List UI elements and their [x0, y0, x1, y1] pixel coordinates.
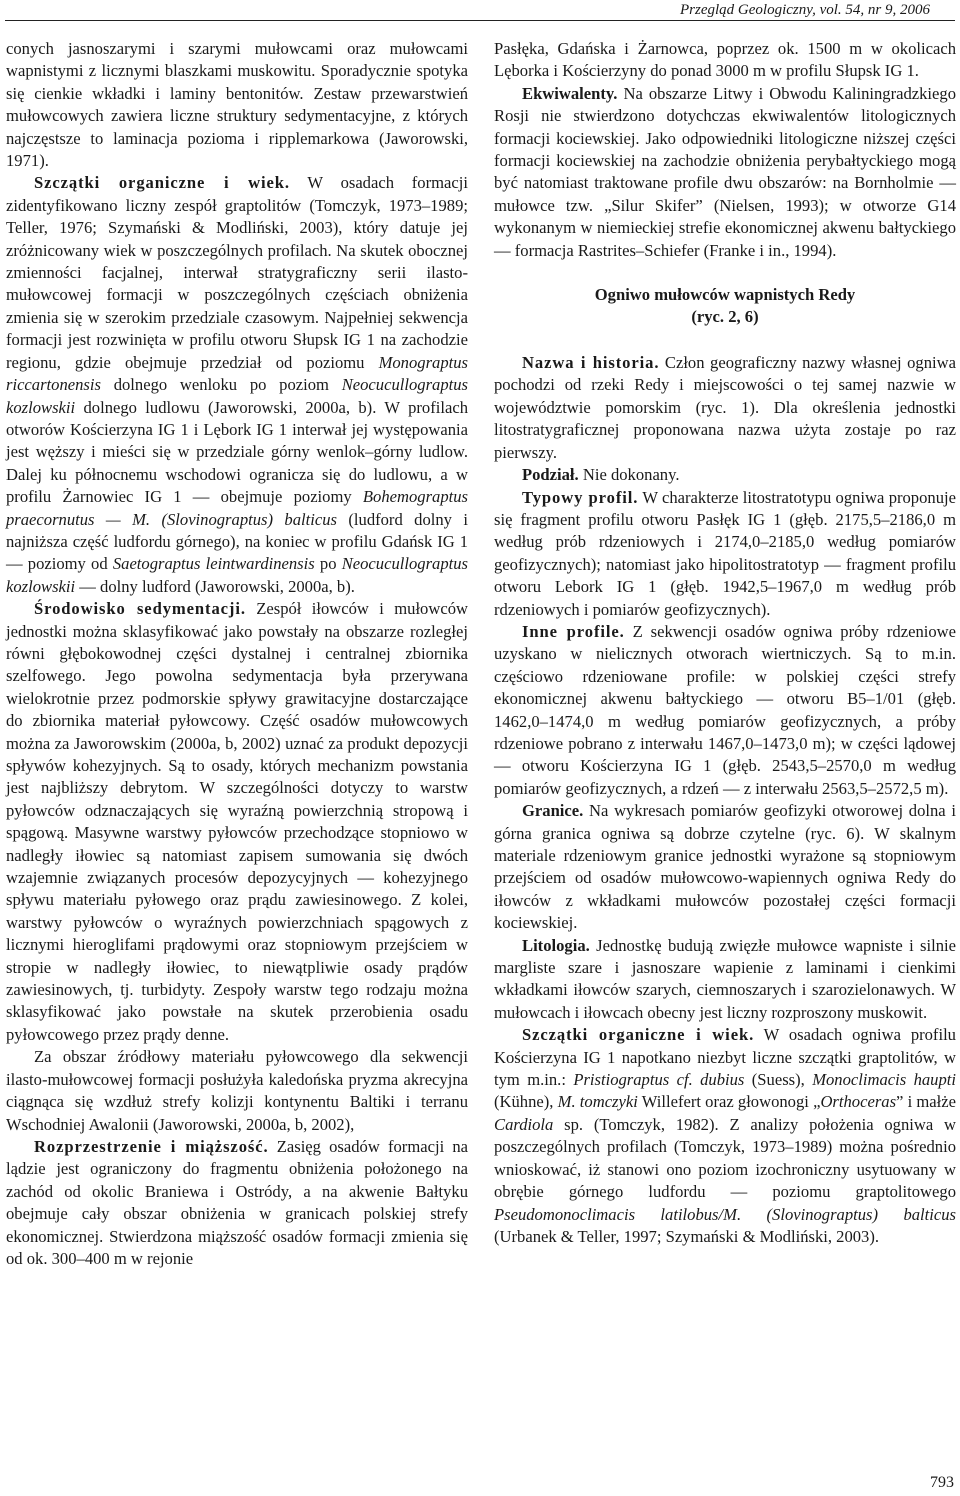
text: Willefert oraz głowonogi „: [637, 1092, 821, 1112]
taxon-name: Monoclimacis haupti: [812, 1070, 956, 1090]
paragraph-other-sections: [494, 621, 956, 800]
text: Na obszarze Litwy i Obwodu Kaliningradzkiego Rosji nie stwierdzono dotychczas ekwiwalentów litologicznych formacji kociewskiej. Jako odpowiedniki litologiczne niższej części formacji kociewskiej na zachodzie obniżenia perybałtyckiego mogą być natomiast traktowane profile dwu obszarów: na Bornholmie — mułowce tzw. „Silur Skifer” (Nielsen, 1993); w otworze G14 wykonanym w niemieckiej strefie ekonomicznej akwenu bałtyckiego — formacja Rastrites–Schiefer (Franke i in., 1994).: [494, 83, 956, 260]
right-column: [494, 38, 956, 1248]
text: (Suess),: [744, 1070, 813, 1090]
text: dolnego ludlowu (Jaworowski, 2000a, b). W profilach otworów Kościerzyna IG 1 i Lębork IG 1 interwał jej występowania jest węższy i mieści się w przedziale górny wenlok–górny ludlow. Dalej ku północnemu wschodowi ogranicza się do ludlowu, a w profilu Żarnowiec IG 1 — obejmuje poziomy: [6, 397, 468, 507]
text: Nie dokonany.: [578, 465, 680, 485]
taxon-name: Pristiograptus cf. dubius: [573, 1070, 745, 1090]
text: Człon geograficzny nazwy własnej ogniwa pochodzi od rzeki Redy i miejscowości o tej samej nazwie w województwie pomorskim (ryc. 1). Dla określenia jednostki litostratygraficznej proponowana nazwa użyta zostaje po raz pierwszy.: [494, 353, 956, 462]
section-heading: Środowisko sedymentacji.: [34, 599, 246, 619]
text: W osadach ogniwa profilu Kościerzyna IG 1 napotkano niezbyt liczne szczątki graptolitów, w tym m.in.:: [494, 1025, 956, 1090]
text: po: [314, 554, 342, 574]
paragraph-boundaries: [494, 800, 956, 934]
paragraph-text: conych jasnoszarymi i szarymi mułowcami oraz mułowcami wapnistymi z licznymi blaszkami muskowitu. Sporadycznie spotyka się cienkie wkładki i laminy bentonitów. Zestaw przewarstwień mułowcowych zawiera liczne struktury sedymentacyjne, z których najczęstsze to laminacja pozioma i ripplemarkowa (Jaworowski, 1971).: [6, 39, 468, 171]
text: Z sekwencji osadów ogniwa próby rdzeniowe uzyskano w nielicznych otworach wiertniczych. Są to m.in. częściowo rdzeniowane profile: w polskiej części strefy ekonomicznej akwenu bałtyckiego — otworu B5–1/01 (głęb. 1462,0–1474,0 m według pomiarów geofizycznych, a próby rdzeniowe pobrano z interwału 1467,0–1473,0 m); w części lądowej — otworu Kościerzyna IG 1 (głęb. 2543,5–2570,0 m według pomiarów geofizycznych, a rdzeń — z interwału 2563,5–2572,5 m).: [494, 621, 956, 798]
paragraph-source: [6, 1046, 468, 1136]
paragraph-fossils: [6, 172, 468, 598]
section-heading: Rozprzestrzenie i miąższość.: [34, 1136, 269, 1156]
text: ” i małże: [896, 1092, 956, 1112]
section-heading: Ekwiwalenty.: [522, 83, 618, 103]
text: Na wykresach pomiarów geofizyki otworowej dolna i górna granica ogniwa są dobrze czytelne (ryc. 6). W skalnym materiale rdzeniowym granice jednostki wyrażone są stopniowym przejściem od osadów mułowcowo-wapiennych ogniwa Redy do iłowców z wkładkami mułowców pozostałej części formacji kociewskiej.: [494, 801, 956, 933]
section-heading: Szczątki organiczne i wiek.: [34, 173, 290, 193]
text: (Kühne),: [494, 1092, 558, 1112]
journal-header: Przegląd Geologiczny, vol. 54, nr 9, 2006: [680, 2, 930, 18]
taxon-name: Saetograptus leintwardinensis: [112, 554, 315, 574]
text: W charakterze litostratotypu ogniwa proponuje się fragment profilu otworu Pasłęk IG 1 (głęb. 2175,5–2186,0 m według prób rdzeniowych i 2174,0–2185,0 według pomiarów geofizycznych); natomiast jako hipolitostratotyp — fragment profilu otworu Lebork IG 1 (głęb. 1942,5–1967,0 m według prób rdzeniowych i pomiarów geofizycznych).: [494, 487, 956, 619]
text: sp. (Tomczyk, 1982). Z analizy położenia ogniwa w poszczególnych profilach (Tomczyk, 1973–1989) można pośrednio wnioskować, iż stanowi ono poziom izochroniczny usytuowany w obrębie górnego ludfordu — poziomu graptolitowego: [494, 1114, 956, 1202]
text: — dolny ludford (Jaworowski, 2000a, b).: [75, 576, 355, 596]
member-title: [494, 284, 956, 328]
text: (Urbanek & Teller, 1997; Szymański & Modliński, 2003).: [494, 1226, 880, 1246]
paragraph-type-section: [494, 487, 956, 621]
text: Pasłęka, Gdańska i Żarnowca, poprzez ok. 1500 m w okolicach Lęborka i Kościerzyny do ponad 3000 m w profilu Słupsk IG 1.: [494, 39, 956, 81]
header-divider: [5, 20, 955, 21]
paragraph-environment: [6, 598, 468, 1046]
taxon-name: Monograptus riccartonensis: [6, 352, 468, 395]
section-heading: Litologia.: [522, 935, 590, 955]
taxon-name: Bohemograptus praecornutus — M. (Slovinograptus) balticus: [6, 487, 468, 529]
text: Za obszar źródłowy materiału pyłowcowego dla sekwencji ilasto-mułowcowej formacji posłużyła kaledońska pryzma akrecyjna ciągnąca się wzdłuż strefy kolizji kontynentu Baltiki i terranu Wschodniej Awalonii (Jaworowski, 2000a, b, 2002),: [6, 1047, 468, 1134]
text: (ludford dolny i najniższa część ludfordu górnego), na koniec w profilu Gdańsk IG 1 — poziomy od: [6, 509, 468, 574]
paragraph-fossils-member: [494, 1024, 956, 1248]
section-heading: Typowy profil.: [522, 487, 639, 507]
section-heading: Szczątki organiczne i wiek.: [522, 1025, 755, 1045]
paragraph-name: [494, 352, 956, 464]
member-title-figref: (ryc. 2, 6): [691, 307, 759, 327]
text: Zasięg osadów formacji na lądzie jest ograniczony do fragmentu obniżenia położonego na zachód od okolic Braniewa i Ostródy, a na akwenie Bałtyku obejmuje cały obszar obniżenia w granicach polskiej strefy ekonomicznej. Stwierdzona miąższość osadów formacji zmienia się od ok. 300–400 m w rejonie: [6, 1136, 469, 1268]
paragraph-division: [494, 464, 956, 486]
text: W osadach formacji zidentyfikowano liczny zespół graptolitów (Tomczyk, 1973–1989; Teller, 1976; Szymański & Modliński, 2003), który datuje jej zróżnicowany wiek w poszczególnych profilach. Na skutek obocznej zmienności facjalnej, interwał stratygraficzny serii ilasto-mułowcowej formacji w poszczególnych częściach obniżenia zmienia się w szerokim przedziale czasowym. Najpełniej sekwencja formacji jest rozwinięta w profilu otworu Słupsk IG 1 na zachodzie regionu, gdzie obejmuje przedział od poziomu: [6, 173, 468, 372]
taxon-name: Orthoceras: [820, 1092, 897, 1112]
text: Zespół iłowców i mułowców jednostki można sklasyfikować jako powstały na obszarze rozległej równi głębokowodnej części dystalnej i centralnej zbiornika szelfowego. Jego powolna sedymentacja była przerywana wielokrotnie przez podmorskie spływy grawitacyjne dostarczające do zbiornika materiał pyłowcowy. Część osadów mułowcowych można za Jaworowskim (2000a, b, 2002) uznać za produkt depozycji spływów kohezyjnych. Są to osady, których mechanizm powstania jest najbliższy debrytom. W szczególności dotyczy to warstw pyłowców odznaczających się wyraźną powierzchnią stropową i spągową. Masywne warstwy pyłowców przechodzące stopniowo w nadległy iłowiec są natomiast zapisem sumowania się dwóch wzajemnie związanych procesów depozycyjnych — kohezyjnego spływu materiału pyłowego oraz prądu zawiesinowego. Z kolei, warstwy pyłowców o wyraźnych powierzchniach spągowych z licznymi hieroglifami prądowymi oraz stopniowym przejściem w stropie w nadległy iłowiec, to niewątpliwie osady prądów zawiesinowych, tj. turbidyty. Zespoły warstw tego rodzaju można sklasyfikować jako powstałe na skutek przerobienia osadu pyłowcowego przez prądy denne.: [6, 599, 468, 1044]
paragraph: [6, 38, 468, 172]
paragraph: [494, 38, 956, 83]
taxon-name: M. tomczyki: [557, 1092, 638, 1112]
taxon-name: Neocucullograptus kozlowskii: [6, 554, 468, 596]
section-heading: Podział.: [522, 465, 579, 485]
text: dolnego wenloku po poziom: [100, 375, 342, 395]
page-number: 793: [930, 1474, 954, 1491]
section-heading: Inne profile.: [522, 621, 625, 641]
paragraph-extent: [6, 1136, 468, 1270]
paragraph-equivalents: [494, 83, 956, 262]
taxon-name: Cardiola: [494, 1114, 554, 1134]
section-heading: Granice.: [522, 801, 584, 821]
taxon-name: Neocucullograptus kozlowskii: [6, 375, 468, 417]
left-column: [6, 38, 468, 1270]
text: Jednostkę budują zwięzłe mułowce wapniste i silnie margliste szare i jasnoszare wapienie z laminami i cienkimi wkładkami iłowców szarych, ciemnoszarych i szarozielonawych. W mułowcach i iłowcach obecny jest liczny rozproszony muskowit.: [494, 935, 956, 1022]
member-title-line: Ogniwo mułowców wapnistych Redy: [594, 285, 856, 305]
taxon-name: Pseudomonoclimacis latilobus/M. (Slovinograptus) balticus: [494, 1204, 956, 1224]
section-heading: Nazwa i historia.: [522, 353, 660, 373]
paragraph-lithology: [494, 935, 956, 1025]
